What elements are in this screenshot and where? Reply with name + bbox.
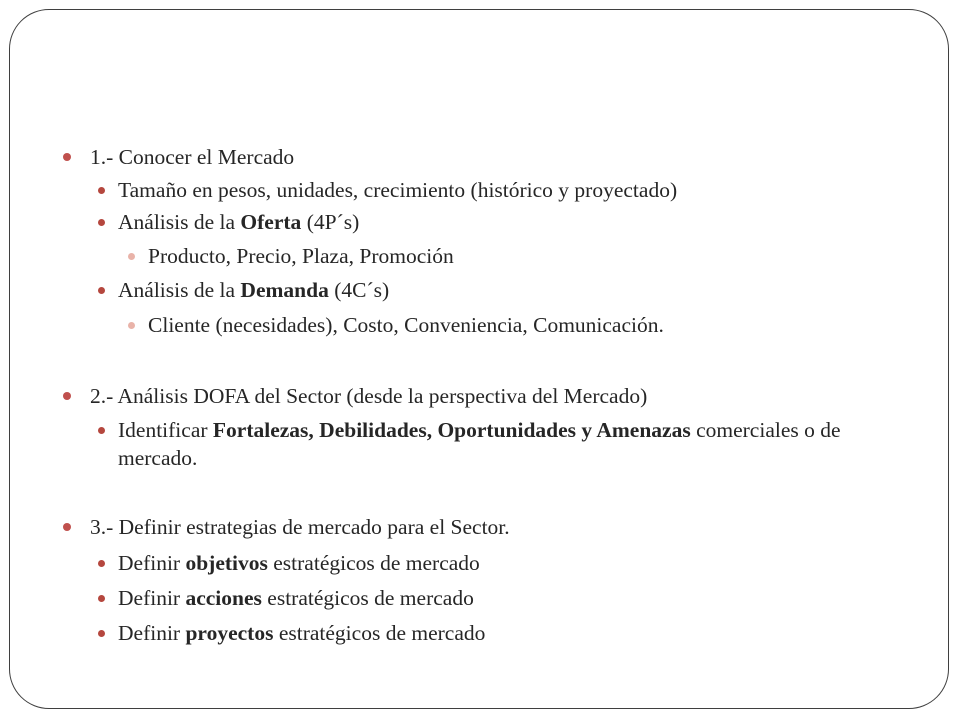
item-text: estratégicos de mercado	[273, 621, 486, 645]
item-text-bold: Oferta	[240, 210, 302, 234]
item-text: Definir	[118, 551, 186, 575]
item-text: Análisis de la	[118, 278, 241, 302]
bullet-item-identificar	[118, 416, 908, 472]
item-text: Cliente (necesidades), Costo, Conveniencia, Comunicación.	[148, 313, 664, 337]
item-text: Análisis de la	[118, 210, 241, 234]
item-text: estratégicos de mercado	[261, 586, 474, 610]
bullet-dot-icon	[98, 595, 105, 602]
bullet-dot-icon	[63, 523, 71, 531]
item-text: Definir	[118, 586, 186, 610]
item-text-bold: Demanda	[240, 278, 329, 302]
bullet-dot-icon	[98, 630, 105, 637]
item-text: 2.- Análisis DOFA del Sector (desde la perspectiva del Mercado)	[90, 384, 648, 408]
bullet-dot-icon	[128, 253, 135, 260]
bullet-item-proyectos	[118, 619, 485, 647]
bullet-item-tamano	[118, 176, 677, 204]
item-text-bold: proyectos	[185, 621, 274, 645]
item-text: estratégicos de mercado	[267, 551, 480, 575]
bullet-item-oferta	[118, 208, 359, 236]
bullet-dot-icon	[128, 322, 135, 329]
bullet-item-acciones	[118, 584, 474, 612]
bullet-item-estrategias	[90, 513, 510, 541]
item-text: Tamaño en pesos, unidades, crecimiento (histórico y proyectado)	[118, 178, 678, 202]
item-text: Definir	[118, 621, 186, 645]
item-text: Producto, Precio, Plaza, Promoción	[148, 244, 454, 268]
item-text-bold: Fortalezas, Debilidades, Oportunidades y Amenazas	[212, 418, 691, 442]
item-text: 3.- Definir estrategias de mercado para el Sector.	[90, 515, 510, 539]
bullet-item-4p	[148, 242, 454, 270]
bullet-dot-icon	[98, 219, 105, 226]
bullet-dot-icon	[63, 392, 71, 400]
item-text: 1.- Conocer el Mercado	[90, 145, 295, 169]
bullet-dot-icon	[98, 560, 105, 567]
bullet-item-objetivos	[118, 549, 480, 577]
bullet-item-conocer-mercado	[90, 143, 294, 171]
item-text: (4P´s)	[301, 210, 360, 234]
bullet-dot-icon	[98, 187, 105, 194]
item-text-bold: acciones	[185, 586, 262, 610]
item-text-bold: objetivos	[185, 551, 268, 575]
item-text: (4C´s)	[328, 278, 390, 302]
bullet-dot-icon	[98, 287, 105, 294]
item-text: comerciales o de mercado.	[118, 418, 841, 470]
item-text: Identificar	[118, 418, 213, 442]
bullet-dot-icon	[98, 427, 105, 434]
bullet-item-4c	[148, 311, 664, 339]
bullet-item-demanda	[118, 276, 389, 304]
bullet-dot-icon	[63, 153, 71, 161]
bullet-item-dofa	[90, 382, 647, 410]
